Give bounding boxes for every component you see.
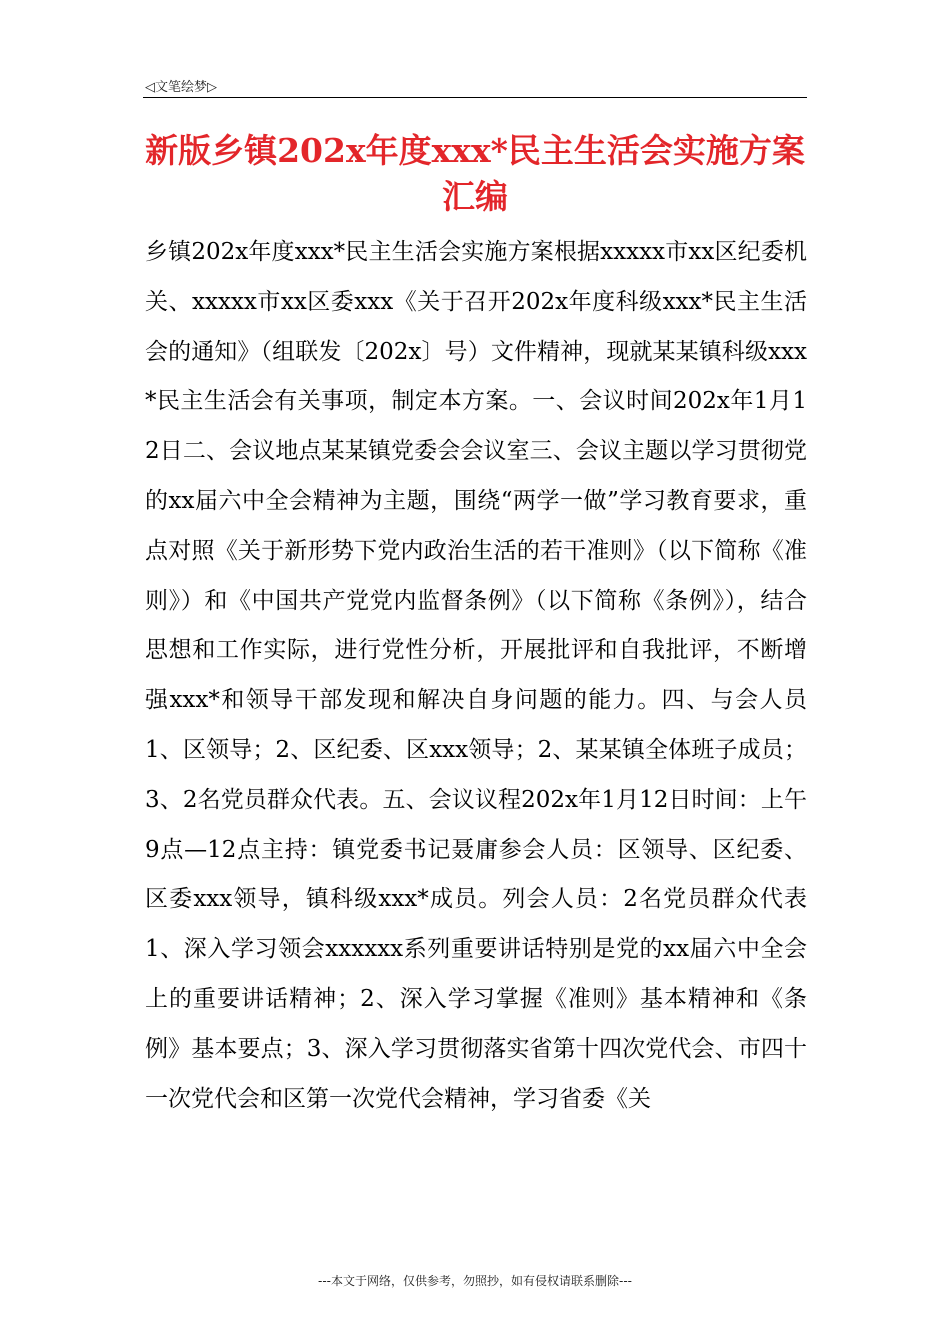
footer-disclaimer: ---本文于网络，仅供参考，勿照抄，如有侵权请联系删除--- xyxy=(318,1274,632,1288)
header-divider xyxy=(143,97,807,98)
header-mark: ◁文笔绘梦▷ xyxy=(145,80,217,95)
document-body: 乡镇202x年度xxx*民主生活会实施方案根据xxxxx市xx区纪委机关、xxxxx市xx区委xxx《关于召开202x年度科级xxx*民主生活会的通知》（组联发〔202x〕号）文件精神，现就某某镇科级xxx*民主生活会有关事项，制定本方案。一、会议时间202x年1月12日二、会议地点某某镇党委会会议室三、会议主题以学习贯彻党的xx届六中全会精神为主题，围绕“两学一做”学习教育要求，重点对照《关于新形势下党内政治生活的若干准则》（以下简称《准则》）和《中国共产党党内监督条例》（以下简称《条例》），结合思想和工作实际，进行党性分析，开展批评和自我批评，不断增强xxx*和领导干部发现和解决自身问题的能力。四、与会人员1、区领导；2、区纪委、区xxx领导；2、某某镇全体班子成员；3、2名党员群众代表。五、会议议程202x年1月12日时间：上午9点—12点主持：镇党委书记聂庸参会人员：区领导、区纪委、区委xxx领导，镇科级xxx*成员。列会人员：2名党员群众代表1、深入学习领会xxxxxx系列重要讲话特别是党的xx届六中全会上的重要讲话精神；2、深入学习掌握《准则》基本精神和《条例》基本要点；3、深入学习贯彻落实省第十四次党代会、市四十一次党代会和区第一次党代会精神，学习省委《关 xyxy=(145,239,807,1112)
document-title: 新版乡镇202x年度xxx*民主生活会实施方案汇编 xyxy=(145,131,805,216)
